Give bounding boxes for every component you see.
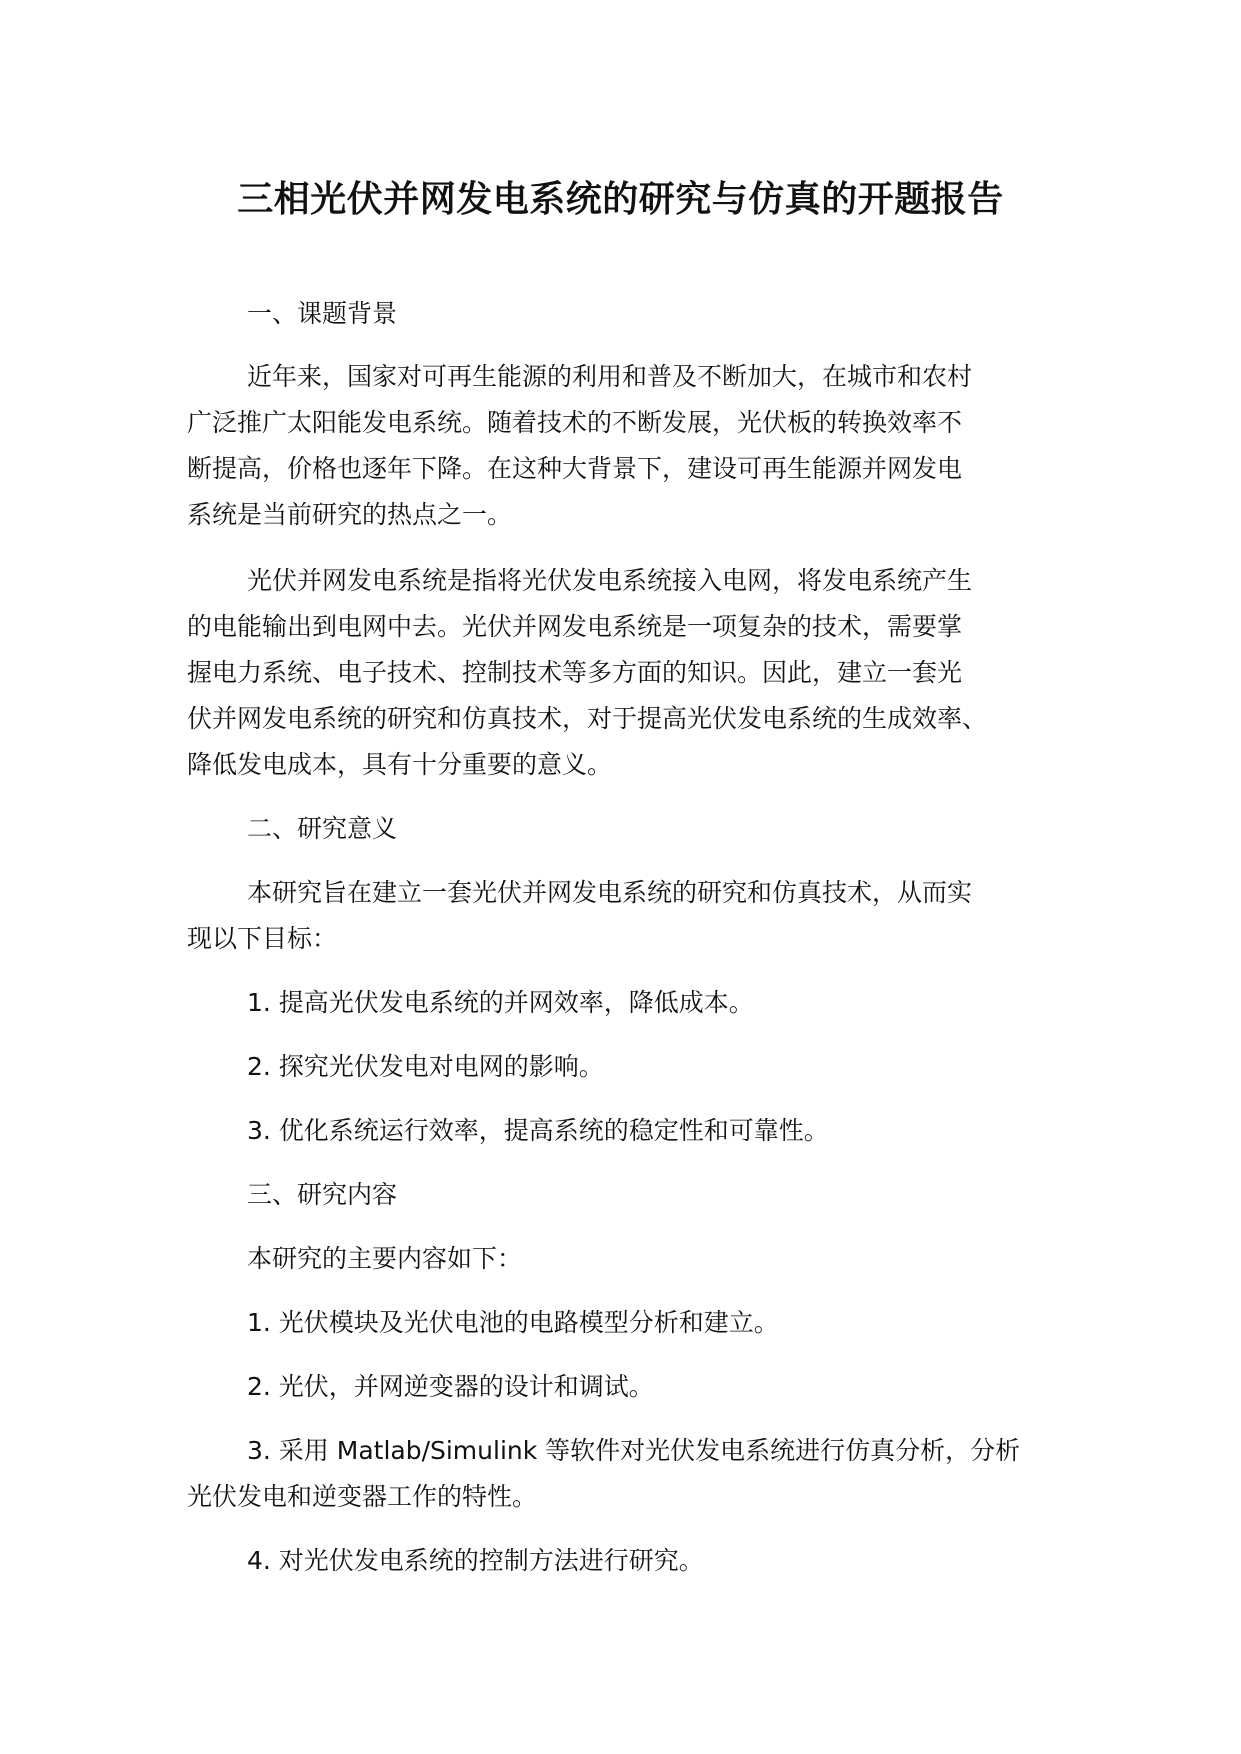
heading-significance: 二、研究意义 [247,814,398,843]
paragraph-line: 断提高，价格也逐年下降。在这种大背景下，建设可再生能源并网发电 [187,454,963,483]
paragraph-line: 握电力系统、电子技术、控制技术等多方面的知识。因此，建立一套光 [187,658,963,687]
list-item: 3. 优化系统运行效率，提高系统的稳定性和可靠性。 [247,1116,829,1145]
list-item: 3. 采用 Matlab/Simulink 等软件对光伏发电系统进行仿真分析，分析 [247,1436,1021,1465]
list-item: 4. 对光伏发电系统的控制方法进行研究。 [247,1546,704,1575]
paragraph-line: 本研究的主要内容如下： [247,1244,523,1273]
paragraph-line: 伏并网发电系统的研究和仿真技术，对于提高光伏发电系统的生成效率、 [187,704,988,733]
paragraph-line: 系统是当前研究的热点之一。 [187,500,513,529]
paragraph-line: 降低发电成本，具有十分重要的意义。 [187,750,613,779]
paragraph-line: 光伏并网发电系统是指将光伏发电系统接入电网，将发电系统产生 [247,566,973,595]
paragraph-line: 本研究旨在建立一套光伏并网发电系统的研究和仿真技术，从而实 [247,878,973,907]
paragraph-line: 光伏发电和逆变器工作的特性。 [187,1482,538,1511]
heading-background: 一、课题背景 [247,299,398,328]
paragraph-line: 近年来，国家对可再生能源的利用和普及不断加大，在城市和农村 [247,362,973,391]
paragraph-line: 的电能输出到电网中去。光伏并网发电系统是一项复杂的技术，需要掌 [187,612,963,641]
list-item: 2. 光伏，并网逆变器的设计和调试。 [247,1372,654,1401]
list-item: 2. 探究光伏发电对电网的影响。 [247,1052,604,1081]
heading-content: 三、研究内容 [247,1180,398,1209]
document-title: 三相光伏并网发电系统的研究与仿真的开题报告 [237,179,1004,220]
list-item: 1. 光伏模块及光伏电池的电路模型分析和建立。 [247,1308,779,1337]
list-item: 1. 提高光伏发电系统的并网效率，降低成本。 [247,988,754,1017]
paragraph-line: 广泛推广太阳能发电系统。随着技术的不断发展，光伏板的转换效率不 [187,408,963,437]
paragraph-line: 现以下目标： [187,924,338,953]
